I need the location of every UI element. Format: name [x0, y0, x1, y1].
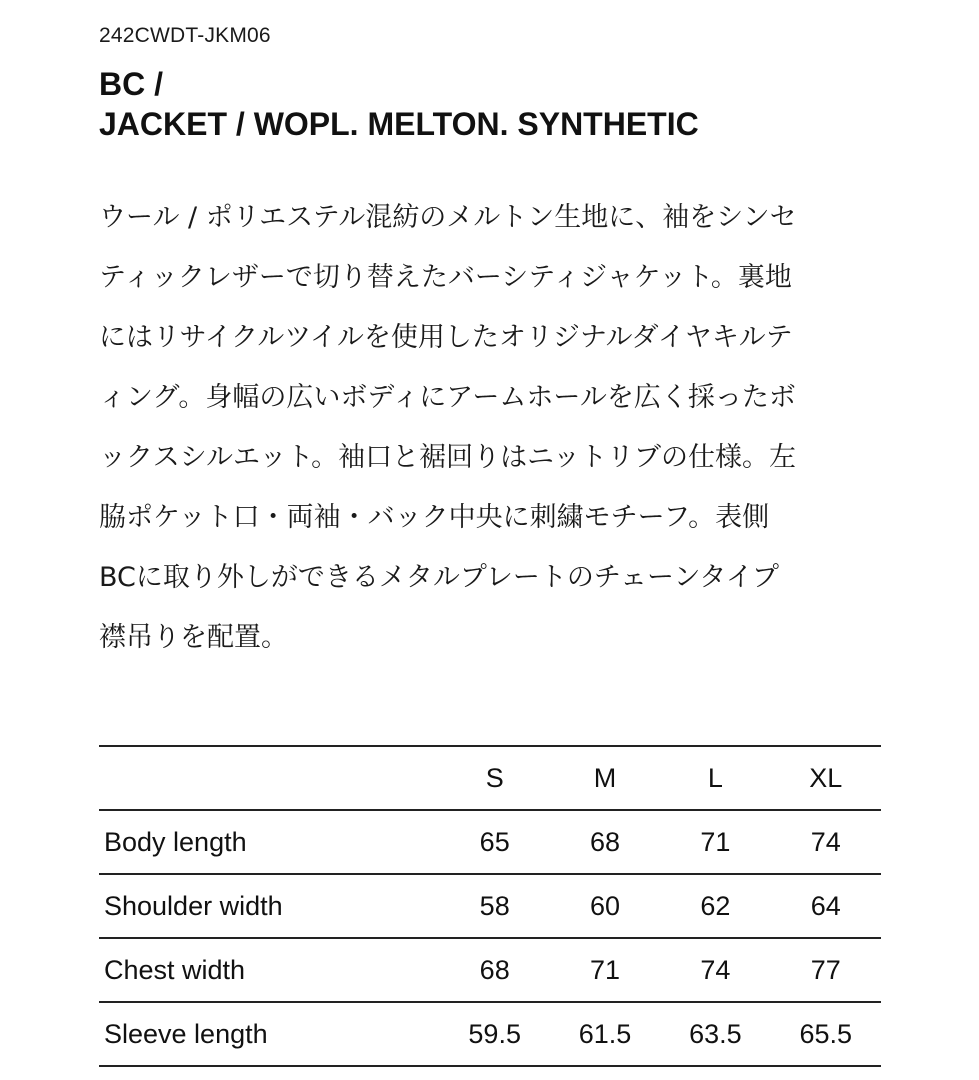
- cell-value: 77: [810, 954, 841, 985]
- cell-value: 74: [810, 826, 841, 857]
- cell-value: 63.5: [689, 1018, 742, 1049]
- product-title: [99, 64, 699, 144]
- description-line: 襟吊りを配置。: [99, 622, 288, 653]
- cell-value: 59.5: [468, 1018, 521, 1049]
- table-row: [99, 1002, 881, 1066]
- size-header-row: [99, 746, 881, 810]
- cell-value: 64: [810, 890, 841, 921]
- product-code: 242CWDT-JKM06: [99, 24, 271, 47]
- cell-value: 68: [590, 826, 621, 857]
- cell-value: 62: [700, 890, 731, 921]
- cell-value: 61.5: [578, 1018, 632, 1049]
- row-label: Sleeve length: [104, 1018, 268, 1049]
- header-size-s: S: [485, 762, 504, 793]
- cell-value: 65: [479, 826, 510, 857]
- description-line: ックスシルエット。袖口と裾回りはニットリブの仕様。左: [99, 442, 797, 473]
- product-title-line-1: BC /: [99, 66, 163, 102]
- header-size-m: M: [593, 762, 617, 793]
- size-table: [99, 745, 881, 1067]
- description-line: BCに取り外しができるメタルプレートのチェーンタイプ: [99, 562, 780, 593]
- product-description: [99, 188, 889, 668]
- cell-value: 60: [590, 890, 621, 921]
- header-size-l: L: [707, 762, 723, 793]
- description-line: 脇ポケット口・両袖・バック中央に刺繍モチーフ。表側: [99, 502, 770, 533]
- table-row: [99, 810, 881, 874]
- description-line: にはリサイクルツイルを使用したオリジナルダイヤキルテ: [99, 322, 793, 353]
- cell-value: 71: [590, 954, 621, 985]
- description-line: ィング。身幅の広いボディにアームホールを広く採ったボ: [99, 382, 796, 413]
- row-label: Body length: [104, 826, 247, 857]
- description-line: ティックレザーで切り替えたバーシティジャケット。裏地: [99, 262, 792, 293]
- cell-value: 68: [479, 954, 510, 985]
- header-size-xl: XL: [809, 762, 843, 793]
- table-row: [99, 938, 881, 1002]
- cell-value: 71: [700, 826, 731, 857]
- row-label: Chest width: [104, 954, 246, 985]
- product-title-line-2: JACKET / WOPL. MELTON. SYNTHETIC: [99, 106, 699, 142]
- row-label: Shoulder width: [104, 890, 283, 921]
- cell-value: 58: [479, 890, 510, 921]
- cell-value: 74: [700, 954, 731, 985]
- description-line: ウール / ポリエステル混紡のメルトン生地に、袖をシンセ: [99, 202, 797, 233]
- table-row: [99, 874, 881, 938]
- cell-value: 65.5: [799, 1018, 853, 1049]
- header-empty-cell: [99, 746, 440, 810]
